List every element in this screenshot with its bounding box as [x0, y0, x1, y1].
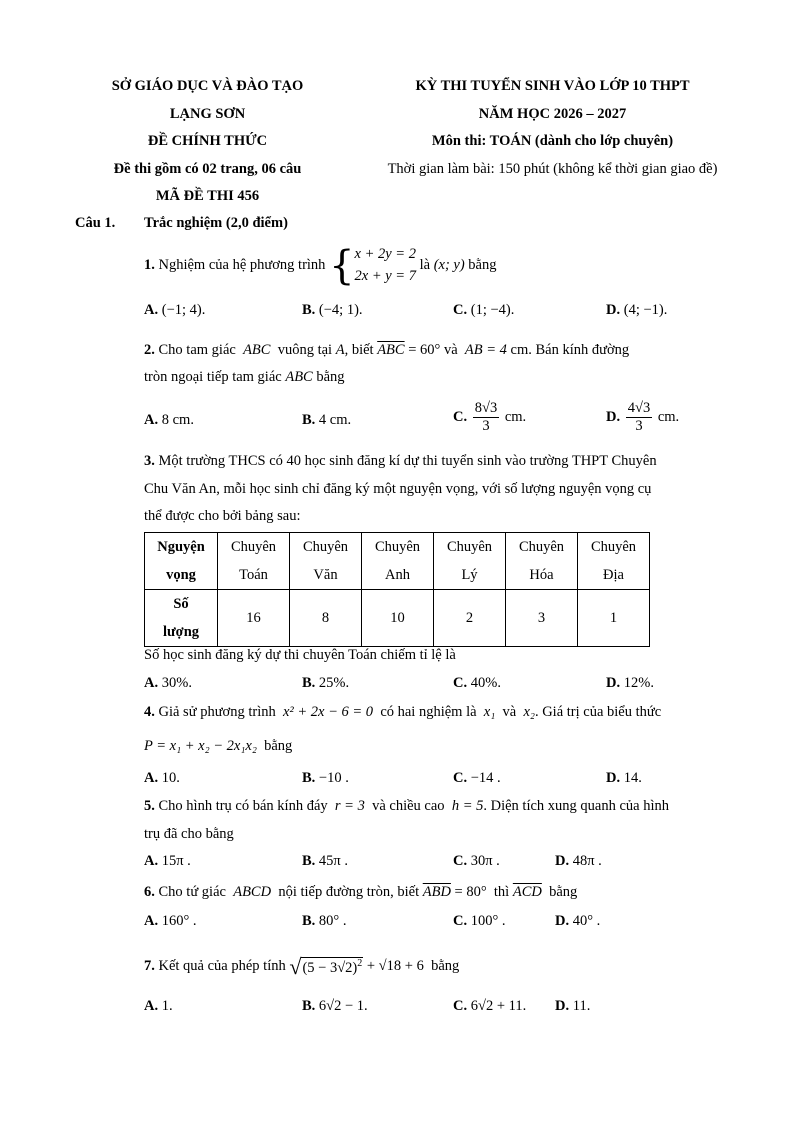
- question-2-line1: 2. Cho tam giác ABC vuông tại A, biết $\overline{ABC} = 60^\circ$ và AB = 4 cm. Bán kính đường: [144, 342, 630, 358]
- table-header-cell: Chuyên Toán: [218, 533, 290, 590]
- table-cell: 8: [290, 590, 362, 647]
- question-3-line1: 3. Một trường THCS có 40 học sinh đăng kí dự thi tuyển sinh vào trường THPT Chuyên: [144, 453, 657, 469]
- q1-option-b: B. (−4; 1).: [302, 302, 363, 318]
- q4-option-d: D. 14.: [606, 770, 642, 786]
- table-header-cell: Nguyện vọng: [145, 533, 218, 590]
- section-label: Câu 1.: [75, 215, 116, 231]
- q7-option-a: A. 1.: [144, 998, 173, 1014]
- question-3-prompt: Số học sinh đăng ký dự thi chuyên Toán chiếm tỉ lệ là: [144, 647, 456, 663]
- preference-table: [144, 532, 650, 647]
- q7-option-b: B. 6√2 − 1.: [302, 998, 368, 1014]
- question-5-line2: trụ đã cho bằng: [144, 826, 234, 842]
- q3-option-b: B. 25%.: [302, 675, 350, 691]
- question-4-line1: 4. Giả sử phương trình x² + 2x − 6 = 0 có hai nghiệm là x₁ và x₂. Giá trị của biểu thức: [144, 704, 662, 720]
- table-header-cell: Chuyên Địa: [578, 533, 650, 590]
- question-3-line3: thể được cho bởi bảng sau:: [144, 508, 301, 524]
- brace-icon: {: [329, 243, 355, 289]
- question-7: 7. Kết quả của phép tính √ $(5 - 3√2)^2$ + √18 + 6 bằng: [144, 953, 460, 979]
- q3-option-c: C. 40%.: [453, 675, 501, 691]
- page-count: Đề thi gồm có 02 trang, 06 câu: [113, 161, 302, 177]
- question-1: 1. Nghiệm của hệ phương trình { x + 2y = 2 2x + y = 7 là (x; y) bằng: [144, 243, 497, 289]
- subject: Môn thi: TOÁN (dành cho lớp chuyên): [431, 133, 674, 149]
- table-row-label: Số lượng: [145, 590, 218, 647]
- q4-option-c: C. −14 .: [453, 770, 501, 786]
- table-cell: 10: [362, 590, 434, 647]
- q2-option-c: C. $\frac{8√3}{3}$ cm.: [453, 400, 527, 435]
- q6-option-b: B. 80° .: [302, 913, 347, 929]
- q2-option-d: D. $\frac{4√3}{3}$ cm.: [606, 400, 680, 435]
- q5-option-d: D. 48π .: [555, 853, 602, 869]
- q6-option-a: A. 160° .: [144, 913, 197, 929]
- exam-title: KỲ THI TUYỂN SINH VÀO LỚP 10 THPT: [415, 78, 690, 94]
- q6-option-d: D. 40° .: [555, 913, 601, 929]
- question-2-line2: tròn ngoại tiếp tam giác ABC bằng: [144, 369, 345, 385]
- q2-option-b: B. 4 cm.: [302, 412, 352, 428]
- q3-option-d: D. 12%.: [606, 675, 654, 691]
- official-label: ĐỀ CHÍNH THỨC: [147, 133, 268, 149]
- q6-option-c: C. 100° .: [453, 913, 506, 929]
- duration: Thời gian làm bài: 150 phút (không kể thời gian giao đề): [387, 161, 718, 177]
- q1-option-a: A. (−1; 4).: [144, 302, 206, 318]
- table-cell: 16: [218, 590, 290, 647]
- angle-abc: $\overline{ABC}$: [377, 342, 405, 358]
- question-5-line1: 5. Cho hình trụ có bán kính đáy r = 3 và chiều cao h = 5. Diện tích xung quanh của hình: [144, 798, 669, 814]
- table-cell: 2: [434, 590, 506, 647]
- q5-option-a: A. 15π .: [144, 853, 191, 869]
- q3-option-a: A. 30%.: [144, 675, 192, 691]
- school-year: NĂM HỌC 2026 – 2027: [478, 106, 627, 122]
- question-4-line2: P = x₁ + x₂ − 2x₁x₂ bằng: [144, 738, 293, 754]
- section-title: Trắc nghiệm (2,0 điểm): [144, 215, 288, 231]
- question-3-line2: Chu Văn An, mỗi học sinh chỉ đăng ký một nguyện vọng, với số lượng nguyện vọng cụ: [144, 481, 652, 497]
- table-header-cell: Chuyên Lý: [434, 533, 506, 590]
- table-cell: 1: [578, 590, 650, 647]
- angle-abd: $\overline{ABD}$: [422, 884, 451, 900]
- sqrt-icon: √: [289, 953, 302, 979]
- dept-name: SỞ GIÁO DỤC VÀ ĐÀO TẠO: [111, 78, 304, 94]
- q1-option-d: D. (4; −1).: [606, 302, 668, 318]
- q2-option-a: A. 8 cm.: [144, 412, 194, 428]
- angle-acd: $\overline{ACD}$: [512, 884, 542, 900]
- table-header-cell: Chuyên Văn: [290, 533, 362, 590]
- equation-system: x + 2y = 2 2x + y = 7: [354, 246, 416, 284]
- q1-option-c: C. (1; −4).: [453, 302, 515, 318]
- table-header-cell: Chuyên Anh: [362, 533, 434, 590]
- q4-option-b: B. −10 .: [302, 770, 349, 786]
- q7-option-c: C. 6√2 + 11.: [453, 998, 527, 1014]
- q5-option-c: C. 30π .: [453, 853, 500, 869]
- exam-code: MÃ ĐỀ THI 456: [155, 188, 260, 204]
- q1-text: Nghiệm của hệ phương trình: [158, 257, 326, 274]
- q5-option-b: B. 45π .: [302, 853, 348, 869]
- table-header-cell: Chuyên Hóa: [506, 533, 578, 590]
- q7-option-d: D. 11.: [555, 998, 591, 1014]
- question-6-line1: 6. Cho tứ giác ABCD nội tiếp đường tròn, biết $\overline{ABD} = 80^\circ$ thì $\overline{ACD}$ bằng: [144, 884, 578, 900]
- province-name: LẠNG SƠN: [169, 106, 246, 122]
- q1-number: 1.: [144, 257, 155, 274]
- q4-option-a: A. 10.: [144, 770, 180, 786]
- table-cell: 3: [506, 590, 578, 647]
